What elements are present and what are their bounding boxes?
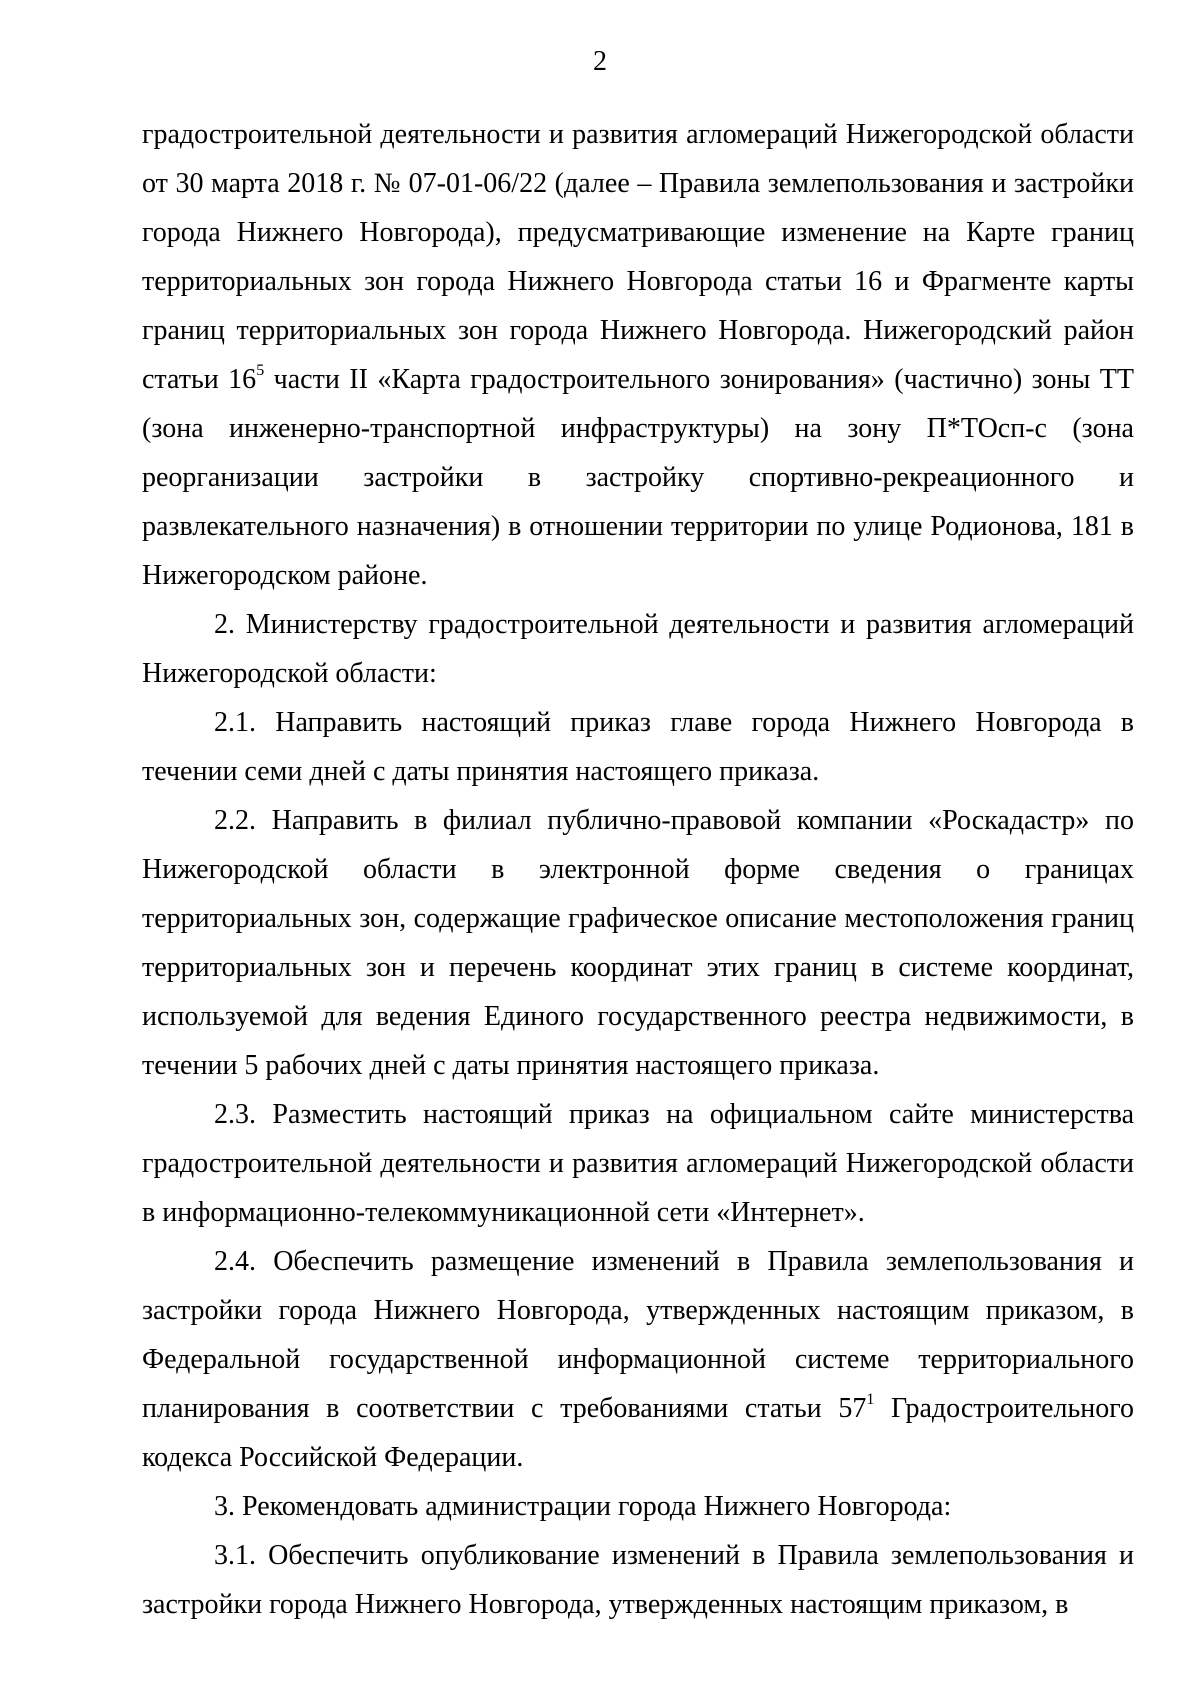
paragraph-text: 2.4. Обеспечить размещение изменений в Правила землепользования и застройки города Нижнего Новгорода, утвержденных настоящим приказом, в Федеральной государственной информационной системе территориального планирования в соответствии с требованиями статьи 57	[142, 1246, 1134, 1424]
paragraph-item-3-1: 3.1. Обеспечить опубликование изменений в Правила землепользования и застройки города Нижнего Новгорода, утвержденных настоящим приказом, в	[142, 1540, 1134, 1620]
paragraph-item-2-4	[142, 1237, 1134, 1482]
paragraph-item-2-3: 2.3. Разместить настоящий приказ на официальном сайте министерства градостроительной деятельности и развития агломераций Нижегородской области в информационно-телекоммуникационной сети «Интернет».	[142, 1099, 1134, 1228]
superscript: 1	[866, 1391, 875, 1408]
paragraph-item-2: 2. Министерству градостроительной деятельности и развития агломераций Нижегородской области:	[142, 609, 1134, 689]
paragraph-text: части II «Карта градостроительного зонирования» (частично) зоны ТТ (зона инженерно-транспортной инфраструктуры) на зону П*ТОсп-с (зона реорганизации застройки в застройку спортивно-рекреационного и развлекательного назначения) в отношении территории по улице Родионова, 181 в Нижегородском районе.	[142, 364, 1135, 591]
paragraph-item-2-1: 2.1. Направить настоящий приказ главе города Нижнего Новгорода в течении семи дней с даты принятия настоящего приказа.	[142, 707, 1134, 787]
page-number: 2	[593, 46, 607, 77]
paragraph-item-3: 3. Рекомендовать администрации города Нижнего Новгорода:	[214, 1491, 952, 1522]
paragraph-item-2-2: 2.2. Направить в филиал публично-правовой компании «Роскадастр» по Нижегородской области в электронной форме сведения о границах территориальных зон, содержащие графическое описание местоположения границ территориальных зон и перечень координат этих границ в системе координат, используемой для ведения Единого государственного реестра недвижимости, в течении 5 рабочих дней с даты принятия настоящего приказа.	[142, 805, 1134, 1081]
paragraph-text: Градостроительного кодекса Российской Федерации.	[142, 1393, 1134, 1473]
superscript: 5	[256, 362, 265, 379]
paragraph-continuation	[142, 110, 1134, 600]
paragraph-text: градостроительной деятельности и развития агломераций Нижегородской области от 30 марта 2018 г. № 07-01-06/22 (далее – Правила землепользования и застройки города Нижнего Новгорода), предусматривающие изменение на Карте границ территориальных зон города Нижнего Новгорода статьи 16 и Фрагменте карты границ территориальных зон города Нижнего Новгорода. Нижегородский район статьи 16	[142, 119, 1134, 395]
document-body	[142, 110, 1134, 1629]
